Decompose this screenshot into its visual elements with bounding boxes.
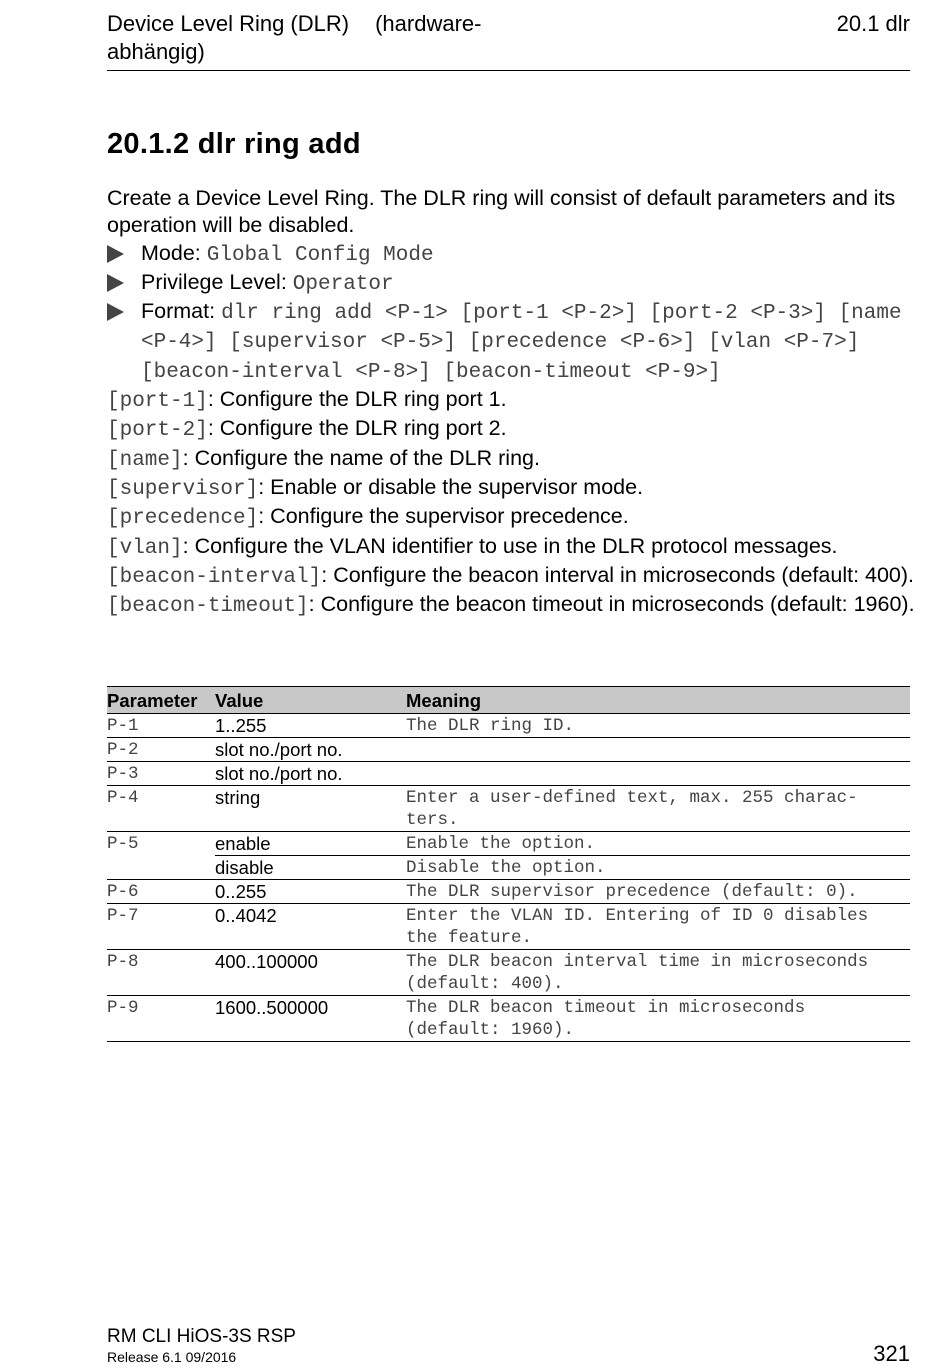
meaning-cell: Enter the VLAN ID. Entering of ID 0 disables the feature. [406,904,910,950]
format-label: Format: [141,299,216,324]
param-cell: P-2 [107,738,215,762]
mode-label: Mode: [141,240,201,265]
privilege-value: Operator [292,272,394,296]
meaning-cell: The DLR supervisor precedence (default: 0). [406,880,910,904]
meaning-cell: The DLR beacon interval time in microseconds (default: 400). [406,950,910,996]
privilege-label: Privilege Level: [141,269,287,294]
column-header-meaning: Meaning [406,687,910,714]
footer-release: Release 6.1 09/2016 [107,1349,237,1365]
option-desc: : Configure the DLR ring port 1. [207,387,507,412]
meaning-cell: Enter a user-defined text, max. 255 charac-ters. [406,786,910,832]
page-header [107,10,910,71]
option-name: [port-1] [107,390,208,414]
bullet-arrow-icon [107,245,124,263]
privilege-line [107,269,917,298]
option-desc: : Configure the supervisor precedence. [258,504,629,529]
value-cell: 1600..500000 [215,996,406,1042]
table-row [107,996,910,1042]
param-cell: P-6 [107,880,215,904]
param-cell: P-9 [107,996,215,1042]
value-cell: 400..100000 [215,950,406,996]
meaning-cell: Enable the option. [406,832,910,856]
param-cell: P-4 [107,786,215,832]
option-name: [beacon-interval] [107,565,322,589]
column-header-value: Value [215,687,406,714]
param-cell: P-8 [107,950,215,996]
meaning-cell: The DLR ring ID. [406,714,910,738]
table-row [107,832,910,856]
header-title-line2: abhängig) [107,39,205,64]
section-title: 20.1.2 dlr ring add [107,128,361,160]
option-name: [precedence] [107,507,259,531]
table-row [107,738,910,762]
table-row [107,950,910,996]
header-title-part2: (hardware- [375,11,482,36]
format-syntax: dlr ring add <P-1> [port-1 <P-2>] [port-2 <P-3>] [name <P-4>] [supervisor <P-5>] [precedence <P-6>] [vlan <P-7>] [beacon-interval <P-8>] [beacon-timeout <P-9>] [141,302,902,384]
option-port-2 [107,415,917,444]
option-port-1 [107,386,917,415]
mode-value: Global Config Mode [206,243,434,267]
option-name: [supervisor] [107,477,259,501]
format-line [107,298,917,386]
option-precedence [107,503,917,532]
option-supervisor [107,474,917,503]
header-section-ref: 20.1 dlr [836,11,910,36]
option-desc: : Configure the beacon interval in microseconds (default: 400). [321,562,915,587]
value-cell: 0..4042 [215,904,406,950]
meaning-cell: Disable the option. [406,856,910,880]
option-name: [beacon-timeout] [107,595,309,619]
param-cell [107,856,215,880]
parameter-table [107,686,910,1042]
value-cell: disable [215,856,406,880]
value-cell: string [215,786,406,832]
option-vlan [107,533,917,562]
page-footer [107,1326,296,1366]
table-row [107,880,910,904]
column-header-parameter: Parameter [107,687,215,714]
option-name-param [107,445,917,474]
option-desc: : Configure the VLAN identifier to use in the DLR protocol messages. [182,533,838,558]
table-row [107,762,910,786]
option-desc: : Enable or disable the supervisor mode. [258,474,644,499]
meaning-cell [406,762,910,786]
value-cell: 0..255 [215,880,406,904]
mode-line [107,240,917,269]
meaning-cell [406,738,910,762]
header-chapter-title [107,10,481,66]
value-cell: slot no./port no. [215,738,406,762]
page-number: 321 [873,1341,910,1366]
option-desc: : Configure the DLR ring port 2. [207,416,507,441]
option-desc: : Configure the beacon timeout in microseconds (default: 1960). [308,592,915,617]
footer-product: RM CLI HiOS-3S RSP [107,1326,296,1347]
param-cell: P-3 [107,762,215,786]
bullet-arrow-icon [107,303,124,321]
table-row [107,856,910,880]
command-description [107,185,917,620]
option-name: [port-2] [107,419,208,443]
intro-text: Create a Device Level Ring. The DLR ring will consist of default parameters and its operation will be disabled. [107,186,896,238]
table-row [107,904,910,950]
value-cell: slot no./port no. [215,762,406,786]
value-cell: enable [215,832,406,856]
bullet-arrow-icon [107,274,124,292]
param-cell: P-7 [107,904,215,950]
option-name: [vlan] [107,536,183,560]
option-beacon-timeout [107,591,917,620]
table-header-row [107,687,910,714]
table-row [107,714,910,738]
value-cell: 1..255 [215,714,406,738]
table-row [107,786,910,832]
option-beacon-interval [107,562,917,591]
option-name: [name] [107,448,183,472]
header-title-part1: Device Level Ring (DLR) [107,11,350,36]
param-cell: P-5 [107,834,139,854]
option-desc: : Configure the name of the DLR ring. [182,445,540,470]
param-cell: P-1 [107,714,215,738]
meaning-cell: The DLR beacon timeout in microseconds (default: 1960). [406,996,910,1042]
